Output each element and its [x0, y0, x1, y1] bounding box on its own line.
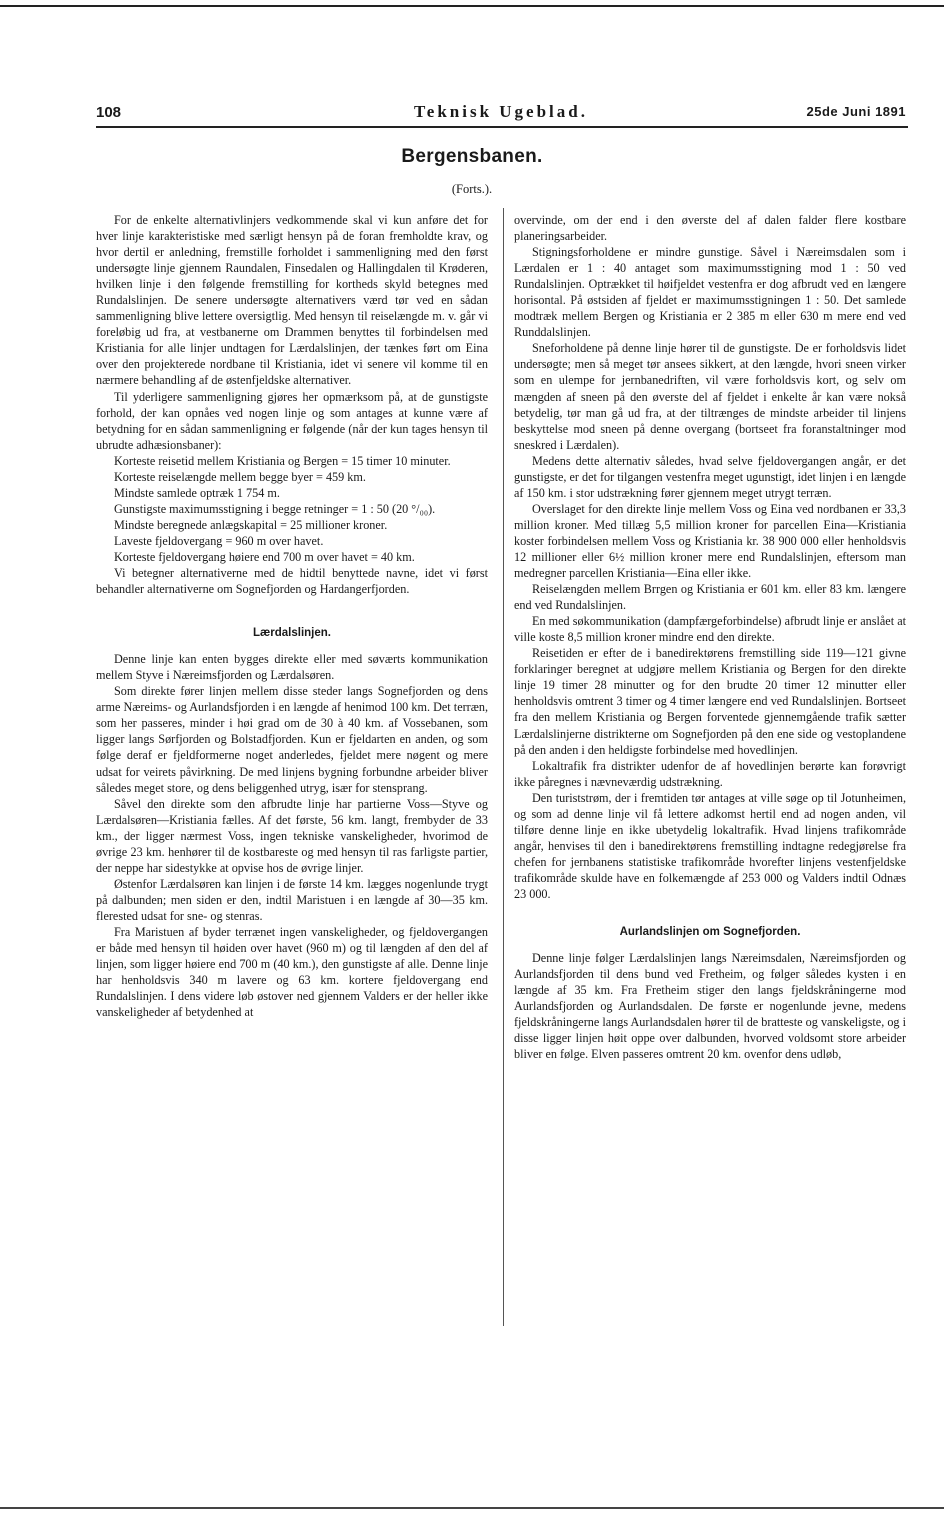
paragraph: Denne linje kan enten bygges direkte eller med søværts kommunikation mellem Styve i Næreimsfjorden og Lærdalsøren.	[96, 652, 488, 683]
paragraph: Reisetiden er efter de i banedirektørens fremstilling side 119—121 givne forklaringer beregnet at udgjøre mellem Kristiania og Bergen for den direkte linje 19 timer 28 minutter og for den brudte 20 timer 12 minutter eller henholdsvis omtrent 3 timer og 4 timer længere end ved Rundalslinjen. Bortseet fra den mellem Kristiania og Bergen forventede gjennemgående trafik sætter Lærdalslinjerne distrikterne om Sognefjorden på den ene side og vestoplandene på den anden i den heldigste forbindelse med hovedlinjen.	[514, 646, 906, 757]
bottom-edge-line	[0, 1507, 944, 1509]
paragraph: Lokaltrafik fra distrikter udenfor de af hovedlinjen berørte kan forøvrigt ikke påregnes i nævneværdig udstrækning.	[514, 758, 906, 789]
paragraph: Østenfor Lærdalsøren kan linjen i de første 14 km. lægges nogenlunde trygt på dalbunden; men siden er den, indtil Maristuen i en længde af 30—35 km. flerested udsat for sne- og stenras.	[96, 876, 488, 923]
left-column	[96, 212, 488, 1020]
paragraph: Mindste samlede optræk 1 754 m.	[114, 485, 280, 500]
paragraph: Korteste fjeldovergang høiere end 700 m over havet = 40 km.	[114, 549, 415, 564]
page-number: 108	[96, 104, 122, 121]
column-divider	[503, 208, 504, 1326]
paragraph: Korteste reiselængde mellem begge byer = 459 km.	[114, 469, 366, 484]
paragraph: Medens dette alternativ således, hvad selve fjeldovergangen angår, er det gunstigste, er det for tilgangen vestenfra meget ugunstigt, idet linjen i en længde af 150 km. i stor udstrækning fører gjennem meget utrygt terræn.	[514, 453, 906, 500]
paragraph: Laveste fjeldovergang = 960 m over havet.	[114, 533, 324, 548]
paragraph: Denne linje følger Lærdalslinjen langs Næreimsdalen, Næreimsfjorden og Aurlandsfjorden til dens bund ved Fretheim, og følger således kysten i en længde af 35 km. Fra Fretheim stiger den langs fjeldskråningerne mod Aurlandsfjorden og Aurlandsdalen. De første er nogenlunde jevne, medens fjeldskråningerne langs Aurlandsdalen hører til de bratteste og vanskeligste, og i disse ligger linjen høit oppe over dalbunden, hvorved voldsomt store arbeider bliver en følge. Elven passeres omtrent 20 km. ovenfor dens udløb,	[514, 951, 906, 1062]
paragraph: Overslaget for den direkte linje mellem Voss og Eina ved nordbanen er 33,3 million kroner. Med tillæg 5,5 million kroner for parcellen Eina—Kristiania koster forbindelsen mellem Voss og Kristiania kr. 38 900 000 eller henholdsvis 12 millioner eller 6½ million kroner mere end Rundalslinjen, eftersom man medregner parcellen Kristiania—Eina eller ikke.	[514, 501, 906, 581]
paragraph: Fra Maristuen af byder terrænet ingen vanskeligheder, og fjeldovergangen er både med hensyn til høiden over havet (960 m) og til længden af den del af linjen, som ligger høiere end 700 m (40 km.), den gunstigste af alle. Denne linje har henholdsvis 340 m lavere og 63 km. kortere fjeldovergang end Rundalslinjen. I dens videre løb østover ned gjennem Valders er der heller ikke vanskeligheder af betydenhed at	[96, 924, 488, 1020]
paragraph: Den turiststrøm, der i fremtiden tør antages at ville søge op til Jotunheimen, og som ad denne linje vil få lettere adkomst hertil end ad nogen anden, vil tilføre denne linje en ikke ubetydelig lokaltrafik. Hvad linjens trafikområde angår, henvises til den i banedirektørens fremstilling indtagne redegjørelse fra chefen for jernbanens statistiske trafikområde hvorefter linjens vestenfjeldske trafikområde skulde have en folkemængde af 253 000 og Valders indtil Odnæs 23 000.	[514, 790, 906, 901]
section-heading-laerdalslinjen: Lærdalslinjen.	[253, 627, 331, 640]
paragraph: Mindste beregnede anlægskapital = 25 millioner kroner.	[114, 517, 388, 532]
paragraph: Vi betegner alternativerne med de hidtil benyttede navne, idet vi først behandler alternativerne om Sognefjorden og Hardangerfjorden.	[96, 566, 488, 597]
header-rule	[96, 126, 908, 128]
paragraph: Sneforholdene på denne linje hører til de gunstigste. De er forholdsvis lidet undersøgte; men så meget tør ansees sikkert, at den længde, hvori sneen virker som en ulempe for jernbanedriften, vil være forholdsvis kort, og selv om mængden af sneen på den øverste del af fjeldet i enkelte år kan være nokså betydelig, tør man gå ud fra, at der tiltrænges de mindste arbeider til linjens beskyttelse mod sneen på denne overgang (bortseet fra foranstaltninger mod sneskred i Lærdalen).	[514, 341, 906, 452]
paragraph: For de enkelte alternativlinjers vedkommende skal vi kun anføre det for hver linje karakteristiske med særligt hensyn på de foran fremholdte krav, og hvor dertil er anledning, fremstille forholdet i sammenligning med den først undersøgte linje gjennem Raundalen, Finsedalen og Hallingdalen til Krøderen, hvilken linje i den følgende fremstilling for kortheds skyld betegnes med Rundalslinjen. De senere undersøgte alternativers værd tør ved en sådan sammenligning blive lettere oversigtlig. Med hensyn til reiselængde m. v. går vi foreløbig ud fra, at vestbanerne om Drammen benyttes til forbindelsen med Kristiania for alle linjer undtagen for Lærdalslinjen, der tænkes ført om Eina over den projekterede nordbane til Kristiania, idet vi senere vil komme til en nærmere behandling af de østenfjeldske alternativer.	[96, 213, 488, 388]
article-subtitle: (Forts.).	[451, 182, 493, 196]
paragraph: overvinde, om der end i den øverste del af dalen falder flere kostbare planeringsarbeider.	[514, 213, 906, 244]
paragraph: Korteste reisetid mellem Kristiania og Bergen = 15 timer 10 minuter.	[114, 453, 451, 468]
top-edge-line	[0, 5, 944, 7]
paragraph: Såvel den direkte som den afbrudte linje har partierne Voss—Styve og Lærdalsøren—Kristiania fælles. Af det første, 56 km. langt, frembyder de 33 km., der ligger nærmest Voss, ingen tekniske vanskeligheder, hvorimod de øvrige 23 km. henhører til de kostbareste og med hensyn til ras farligste partier, der neppe har sidestykke at opvise hos de øvrige linjer.	[96, 796, 488, 875]
paragraph: Stigningsforholdene er mindre gunstige. Såvel i Næreimsdalen som i Lærdalen er 1 : 40 antaget som maximumsstigning mod 1 : 50 ved Rundalslinjen. Optrækket til høifjeldet vestenfra er dog afbrudt ved en længere horisontal. På østsiden af fjeldet er maximumsstigningen 1 : 50. Det samlede modtræk mellem Bergen og Kristiania er 2 385 m eller 630 m mere end ved Runddalslinjen.	[514, 245, 906, 340]
issue-date: 25de Juni 1891	[806, 104, 906, 119]
paragraph: Reiselængden mellem Brrgen og Kristiania er 601 km. eller 83 km. længere end ved Rundalslinjen.	[514, 582, 906, 613]
paragraph: Gunstigste maximumsstigning i begge retninger = 1 : 50 (20 °/₀₀).	[114, 501, 436, 516]
paragraph: En med søkommunikation (dampfærgeforbindelse) afbrudt linje er anslået at ville koste 8,5 million kroner mindre end den direkte.	[514, 614, 906, 645]
section-heading-aurlandslinjen: Aurlandslinjen om Sognefjorden.	[619, 926, 801, 939]
paragraph: Til yderligere sammenligning gjøres her opmærksom på, at de gunstigste forhold, der kan opnåes ved nogen linje og som antages at kunne være af betydning for en sådan sammenligning er følgende (når der kun tages hensyn til ubrudte adhæsionsbaner):	[96, 389, 488, 452]
article-title: Bergensbanen.	[401, 146, 543, 167]
right-column	[514, 212, 906, 1062]
paragraph: Som direkte fører linjen mellem disse steder langs Sognefjorden og dens arme Næreims- og Aurlandsfjorden i en længde af henimod 100 km. Det terræn, som her passeres, minder i høi grad om de 30 à 40 km. af Vossebanen, som ligger langs Sørfjorden og Bolstadfjorden. Kun er fjeldarten en anden, og som følge deraf er fjeldformerne noget anderledes, fjeldet mere nøgent og mere udsat for veirets påvirkning. De med linjens bygning forbundne arbeider bliver således meget store, og dens beliggenhed utryg, især for stensprang.	[96, 684, 488, 795]
page-header	[96, 102, 906, 124]
journal-title: Teknisk Ugeblad.	[414, 102, 588, 121]
